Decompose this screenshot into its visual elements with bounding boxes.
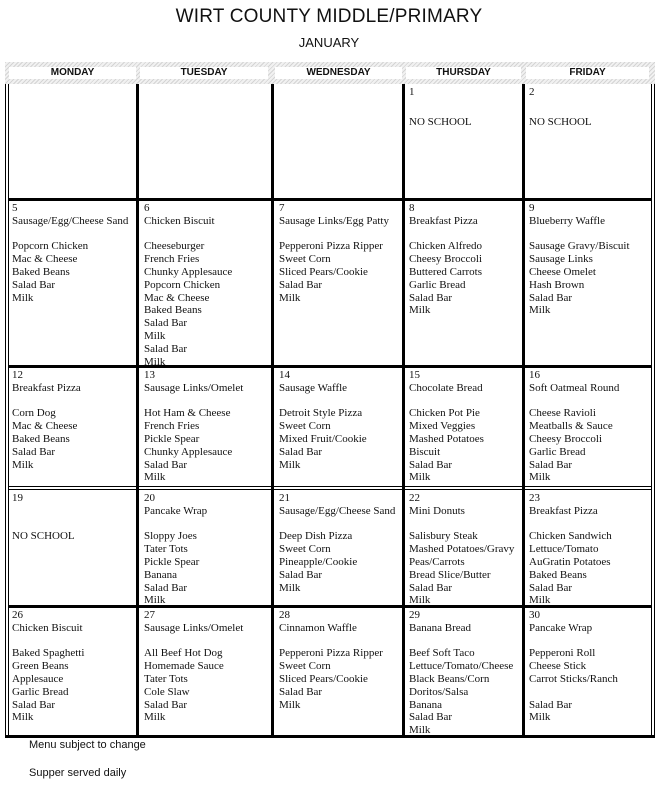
menu-item: Sliced Pears/Cookie xyxy=(279,672,368,685)
menu-item: Garlic Bread xyxy=(409,278,466,291)
day-cell-14 xyxy=(279,369,367,471)
menu-item: Cheese Stick xyxy=(529,660,587,673)
column-divider xyxy=(402,84,405,737)
menu-item: Salad Bar xyxy=(144,317,188,330)
menu-item: Baked Beans xyxy=(529,568,587,581)
menu-item: Sliced Pears/Cookie xyxy=(279,265,368,278)
day-number: 8 xyxy=(409,202,415,214)
breakfast-item: Sausage Waffle xyxy=(279,381,348,394)
menu-item: Sausage Links xyxy=(529,253,593,266)
menu-item: Salad Bar xyxy=(279,685,323,698)
menu-item: Applesauce xyxy=(12,672,64,685)
menu-item: Black Beans/Corn xyxy=(409,672,490,685)
day-cell-2 xyxy=(529,86,592,128)
day-number: 23 xyxy=(529,492,540,504)
weekday-friday: FRIDAY xyxy=(526,67,649,79)
menu-item: Baked Beans xyxy=(12,265,70,278)
menu-item: Mixed Veggies xyxy=(409,420,476,433)
menu-item: Meatballs & Sauce xyxy=(529,420,613,433)
breakfast-item: Pancake Wrap xyxy=(144,504,208,517)
menu-item: Cheese Ravioli xyxy=(529,407,596,420)
menu-item: Salad Bar xyxy=(12,445,56,458)
breakfast-item: Breakfast Pizza xyxy=(529,504,598,517)
day-number: 6 xyxy=(144,202,150,214)
menu-item: Sweet Corn xyxy=(279,253,331,266)
breakfast-item: Sausage/Egg/Cheese Sand xyxy=(12,214,129,227)
menu-item: Hot Ham & Cheese xyxy=(144,407,231,420)
menu-item: Chicken Alfredo xyxy=(409,240,483,253)
menu-item: Cheesy Broccoli xyxy=(529,432,603,445)
menu-item: Milk xyxy=(279,458,301,471)
day-cell-12 xyxy=(12,369,81,471)
menu-item: Tater Tots xyxy=(144,672,188,685)
menu-item: Milk xyxy=(279,291,301,304)
menu-item: Mixed Fruit/Cookie xyxy=(279,432,367,445)
menu-item: Cole Slaw xyxy=(144,685,190,698)
menu-item: Detroit Style Pizza xyxy=(279,407,363,420)
day-number: 22 xyxy=(409,492,420,504)
breakfast-item: Chocolate Bread xyxy=(409,381,483,394)
menu-item: Green Beans xyxy=(12,660,69,673)
menu-item: Peas/Carrots xyxy=(409,555,465,568)
menu-item: Popcorn Chicken xyxy=(12,240,89,253)
menu-item: Lettuce/Tomato xyxy=(529,543,599,556)
column-divider xyxy=(522,84,525,737)
menu-item: Salad Bar xyxy=(409,458,453,471)
menu-item: Milk xyxy=(144,711,166,724)
menu-item: Chunky Applesauce xyxy=(144,445,233,458)
menu-item: Carrot Sticks/Ranch xyxy=(529,672,618,685)
day-cell-30 xyxy=(529,609,618,724)
menu-item: Baked Beans xyxy=(12,432,70,445)
day-cell-29 xyxy=(409,609,513,737)
left-border-inner xyxy=(8,84,9,737)
menu-item: Lettuce/Tomato/Cheese xyxy=(409,660,514,673)
breakfast-item: Sausage Links/Omelet xyxy=(144,381,244,394)
day-number: 14 xyxy=(279,369,290,381)
menu-item: Milk xyxy=(409,304,431,317)
menu-item: Corn Dog xyxy=(12,407,56,420)
menu-item: Milk xyxy=(12,458,34,471)
breakfast-item: Chicken Biscuit xyxy=(144,214,215,227)
day-number: 19 xyxy=(12,492,23,504)
month-title: JANUARY xyxy=(298,35,360,50)
menu-item: Salad Bar xyxy=(409,291,453,304)
breakfast-item: Sausage Links/Omelet xyxy=(144,621,244,634)
menu-item: Milk xyxy=(529,471,551,484)
menu-item: Milk xyxy=(409,594,431,607)
menu-item: Salad Bar xyxy=(144,342,188,355)
menu-item: Salad Bar xyxy=(529,458,573,471)
menu-item: Popcorn Chicken xyxy=(144,278,221,291)
day-cell-5 xyxy=(12,202,128,304)
menu-item: Salad Bar xyxy=(529,581,573,594)
breakfast-item: Soft Oatmeal Round xyxy=(529,381,620,394)
day-number: 30 xyxy=(529,609,540,621)
menu-item: Milk xyxy=(12,291,34,304)
day-number: 2 xyxy=(529,86,535,98)
menu-item: Bread Slice/Butter xyxy=(409,568,491,581)
menu-item: Mac & Cheese xyxy=(144,291,210,304)
breakfast-item: Sausage/Egg/Cheese Sand xyxy=(279,504,396,517)
breakfast-item: Cinnamon Waffle xyxy=(279,621,357,634)
menu-item: Cheese Omelet xyxy=(529,265,596,278)
menu-item: NO SCHOOL xyxy=(529,115,592,128)
right-border-outer xyxy=(654,84,655,737)
day-number: 13 xyxy=(144,369,155,381)
menu-item: Beef Soft Taco xyxy=(409,647,475,660)
menu-item: Salad Bar xyxy=(144,581,188,594)
menu-item: Pepperoni Pizza Ripper xyxy=(279,240,383,253)
day-cell-19 xyxy=(12,492,75,543)
menu-item: AuGratin Potatoes xyxy=(529,555,611,568)
row-divider-double-a xyxy=(8,486,652,487)
menu-item: Milk xyxy=(529,594,551,607)
menu-item: NO SCHOOL xyxy=(12,530,75,543)
day-number: 12 xyxy=(12,369,23,381)
breakfast-item: Sausage Links/Egg Patty xyxy=(279,214,389,227)
menu-item: Homemade Sauce xyxy=(144,660,224,673)
weekday-tuesday: TUESDAY xyxy=(140,67,268,79)
menu-item: Mashed Potatoes xyxy=(409,432,484,445)
day-cell-13 xyxy=(144,369,243,484)
day-cell-15 xyxy=(409,369,484,484)
menu-item: Mac & Cheese xyxy=(12,420,78,433)
column-divider xyxy=(271,84,274,737)
menu-item: Mac & Cheese xyxy=(12,253,78,266)
menu-item: Baked Spaghetti xyxy=(12,647,85,660)
menu-item: Salisbury Steak xyxy=(409,530,478,543)
menu-item: Salad Bar xyxy=(279,568,323,581)
menu-item: Salad Bar xyxy=(529,291,573,304)
day-number: 7 xyxy=(279,202,285,214)
menu-item: Sweet Corn xyxy=(279,420,331,433)
day-cell-6 xyxy=(144,202,232,368)
menu-item: Hash Brown xyxy=(529,278,585,291)
breakfast-item: Pancake Wrap xyxy=(529,621,593,634)
row-divider-double-b xyxy=(8,489,652,490)
footnote-supper: Supper served daily xyxy=(29,767,127,779)
menu-item: NO SCHOOL xyxy=(409,115,472,128)
menu-item: Salad Bar xyxy=(144,458,188,471)
day-cell-20 xyxy=(144,492,207,607)
breakfast-item: Blueberry Waffle xyxy=(529,214,605,227)
menu-item: Salad Bar xyxy=(409,711,453,724)
day-number: 21 xyxy=(279,492,290,504)
menu-item: Garlic Bread xyxy=(12,685,69,698)
menu-item: Cheesy Broccoli xyxy=(409,253,483,266)
menu-item: Chunky Applesauce xyxy=(144,265,233,278)
menu-item: Milk xyxy=(409,724,431,737)
menu-item: French Fries xyxy=(144,420,200,433)
menu-item: Salad Bar xyxy=(12,278,56,291)
day-cell-8 xyxy=(409,202,482,317)
bottom-border xyxy=(5,735,655,738)
day-number: 15 xyxy=(409,369,420,381)
menu-item: Baked Beans xyxy=(144,304,202,317)
menu-item: Chicken Sandwich xyxy=(529,530,612,543)
weekday-wednesday: WEDNESDAY xyxy=(275,67,402,79)
day-number: 16 xyxy=(529,369,540,381)
menu-item: Milk xyxy=(529,304,551,317)
menu-item: Banana xyxy=(409,698,442,711)
menu-item: Deep Dish Pizza xyxy=(279,530,353,543)
menu-item: Pepperoni Pizza Ripper xyxy=(279,647,383,660)
day-cell-16 xyxy=(529,369,619,484)
column-divider xyxy=(136,84,139,737)
breakfast-item: Breakfast Pizza xyxy=(12,381,81,394)
menu-item: Salad Bar xyxy=(144,698,188,711)
day-number: 27 xyxy=(144,609,155,621)
menu-item: Milk xyxy=(279,698,301,711)
menu-item: Milk xyxy=(144,594,166,607)
day-number: 26 xyxy=(12,609,23,621)
menu-item: Pickle Spear xyxy=(144,432,200,445)
weekday-header-row xyxy=(5,62,655,84)
day-number: 20 xyxy=(144,492,155,504)
menu-item: Banana xyxy=(144,568,177,581)
menu-item: All Beef Hot Dog xyxy=(144,647,223,660)
menu-item: Milk xyxy=(12,711,34,724)
menu-item: Pineapple/Cookie xyxy=(279,555,358,568)
row-divider xyxy=(8,365,652,368)
menu-item: Sweet Corn xyxy=(279,543,331,556)
menu-item: Milk xyxy=(144,355,166,368)
day-number: 29 xyxy=(409,609,420,621)
menu-item: Biscuit xyxy=(409,445,441,458)
day-number: 5 xyxy=(12,202,18,214)
day-cell-28 xyxy=(279,609,383,711)
weekday-thursday: THURSDAY xyxy=(406,67,521,79)
right-border-inner xyxy=(651,84,652,737)
breakfast-item: Chicken Biscuit xyxy=(12,621,83,634)
menu-item: Tater Tots xyxy=(144,543,188,556)
menu-item: Milk xyxy=(279,581,301,594)
menu-item: Buttered Carrots xyxy=(409,265,483,278)
menu-item: French Fries xyxy=(144,253,200,266)
menu-item: Cheeseburger xyxy=(144,240,205,253)
menu-item: Salad Bar xyxy=(12,698,56,711)
menu-item: Doritos/Salsa xyxy=(409,685,469,698)
breakfast-item: Breakfast Pizza xyxy=(409,214,478,227)
menu-item: Mashed Potatoes/Gravy xyxy=(409,543,515,556)
menu-item: Milk xyxy=(144,329,166,342)
menu-item: Sweet Corn xyxy=(279,660,331,673)
menu-item: Milk xyxy=(144,471,166,484)
day-number: 28 xyxy=(279,609,290,621)
breakfast-item: Mini Donuts xyxy=(409,504,465,517)
menu-item: Milk xyxy=(409,471,431,484)
menu-item: Salad Bar xyxy=(279,278,323,291)
day-number: 1 xyxy=(409,86,415,98)
menu-item: Milk xyxy=(529,711,551,724)
day-cell-27 xyxy=(144,609,243,724)
day-cell-21 xyxy=(279,492,395,594)
footnote-menu-change: Menu subject to change xyxy=(29,739,146,751)
day-cell-7 xyxy=(279,202,389,304)
menu-item: Sloppy Joes xyxy=(144,530,197,543)
menu-item: Pickle Spear xyxy=(144,555,200,568)
day-cell-26 xyxy=(12,609,84,724)
menu-item: Sausage Gravy/Biscuit xyxy=(529,240,630,253)
menu-item: Garlic Bread xyxy=(529,445,586,458)
day-cell-1 xyxy=(409,86,472,128)
menu-item: Salad Bar xyxy=(409,581,453,594)
breakfast-item: Banana Bread xyxy=(409,621,471,634)
page-title: WIRT COUNTY MIDDLE/PRIMARY xyxy=(175,6,483,27)
weekday-monday: MONDAY xyxy=(9,67,136,79)
day-cell-9 xyxy=(529,202,630,317)
row-divider xyxy=(8,198,652,201)
day-cell-22 xyxy=(409,492,514,607)
day-number: 9 xyxy=(529,202,535,214)
left-border-outer xyxy=(5,84,6,737)
menu-item: Salad Bar xyxy=(279,445,323,458)
menu-item: Salad Bar xyxy=(529,698,573,711)
menu-item: Chicken Pot Pie xyxy=(409,407,480,420)
menu-item: Pepperoni Roll xyxy=(529,647,596,660)
day-cell-23 xyxy=(529,492,612,607)
